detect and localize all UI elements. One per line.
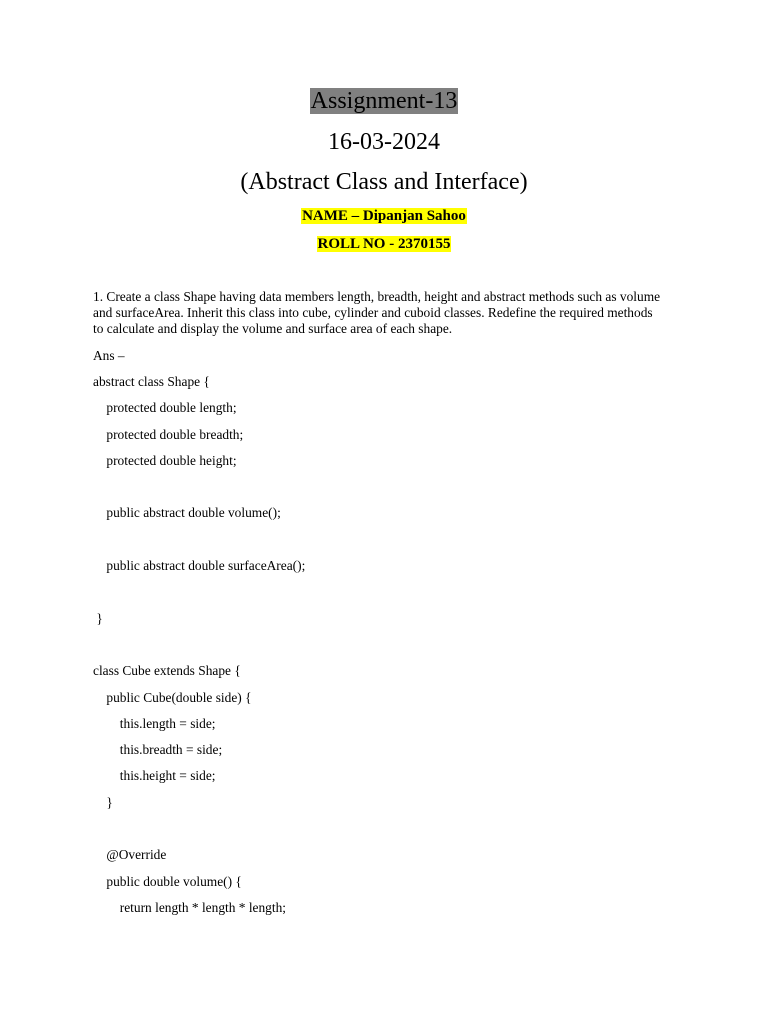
assignment-title: Assignment-13 (310, 88, 458, 114)
code-line: public abstract double surfaceArea(); (93, 558, 306, 574)
code-line (93, 479, 305, 505)
code-line (93, 584, 305, 610)
code-line: this.breadth = side; (93, 742, 223, 758)
assignment-subtitle: (Abstract Class and Interface) (240, 169, 528, 195)
code-line: protected double height; (93, 452, 237, 468)
code-line: return length * length * length; (93, 899, 287, 915)
code-line: } (93, 610, 103, 626)
code-line: public Cube(double side) { (93, 689, 252, 705)
student-name: NAME – Dipanjan Sahoo (302, 208, 466, 224)
roll-number: ROLL NO - 2370155 (317, 236, 451, 252)
code-line: this.height = side; (93, 768, 216, 784)
code-block (93, 374, 305, 926)
code-line (93, 637, 305, 663)
code-line: } (93, 794, 113, 810)
code-line: abstract class Shape { (93, 374, 210, 389)
code-line (93, 821, 305, 847)
assignment-date: 16-03-2024 (328, 129, 440, 155)
code-line: public abstract double volume(); (93, 505, 281, 521)
code-line: this.length = side; (93, 715, 216, 731)
code-line: @Override (93, 847, 167, 863)
code-line: protected double length; (93, 400, 237, 416)
code-line (93, 532, 305, 558)
answer-label: Ans – (93, 348, 125, 363)
question-text: 1. Create a class Shape having data members length, breadth, height and abstract methods such as volume and surfaceArea. Inherit this class into cube, cylinder and cuboid classes. Redefine the required methods to calculate and display the volume and surface area of each shape. (93, 289, 661, 336)
code-line: protected double breadth; (93, 426, 244, 442)
code-line: class Cube extends Shape { (93, 663, 241, 679)
code-line: public double volume() { (93, 873, 242, 889)
